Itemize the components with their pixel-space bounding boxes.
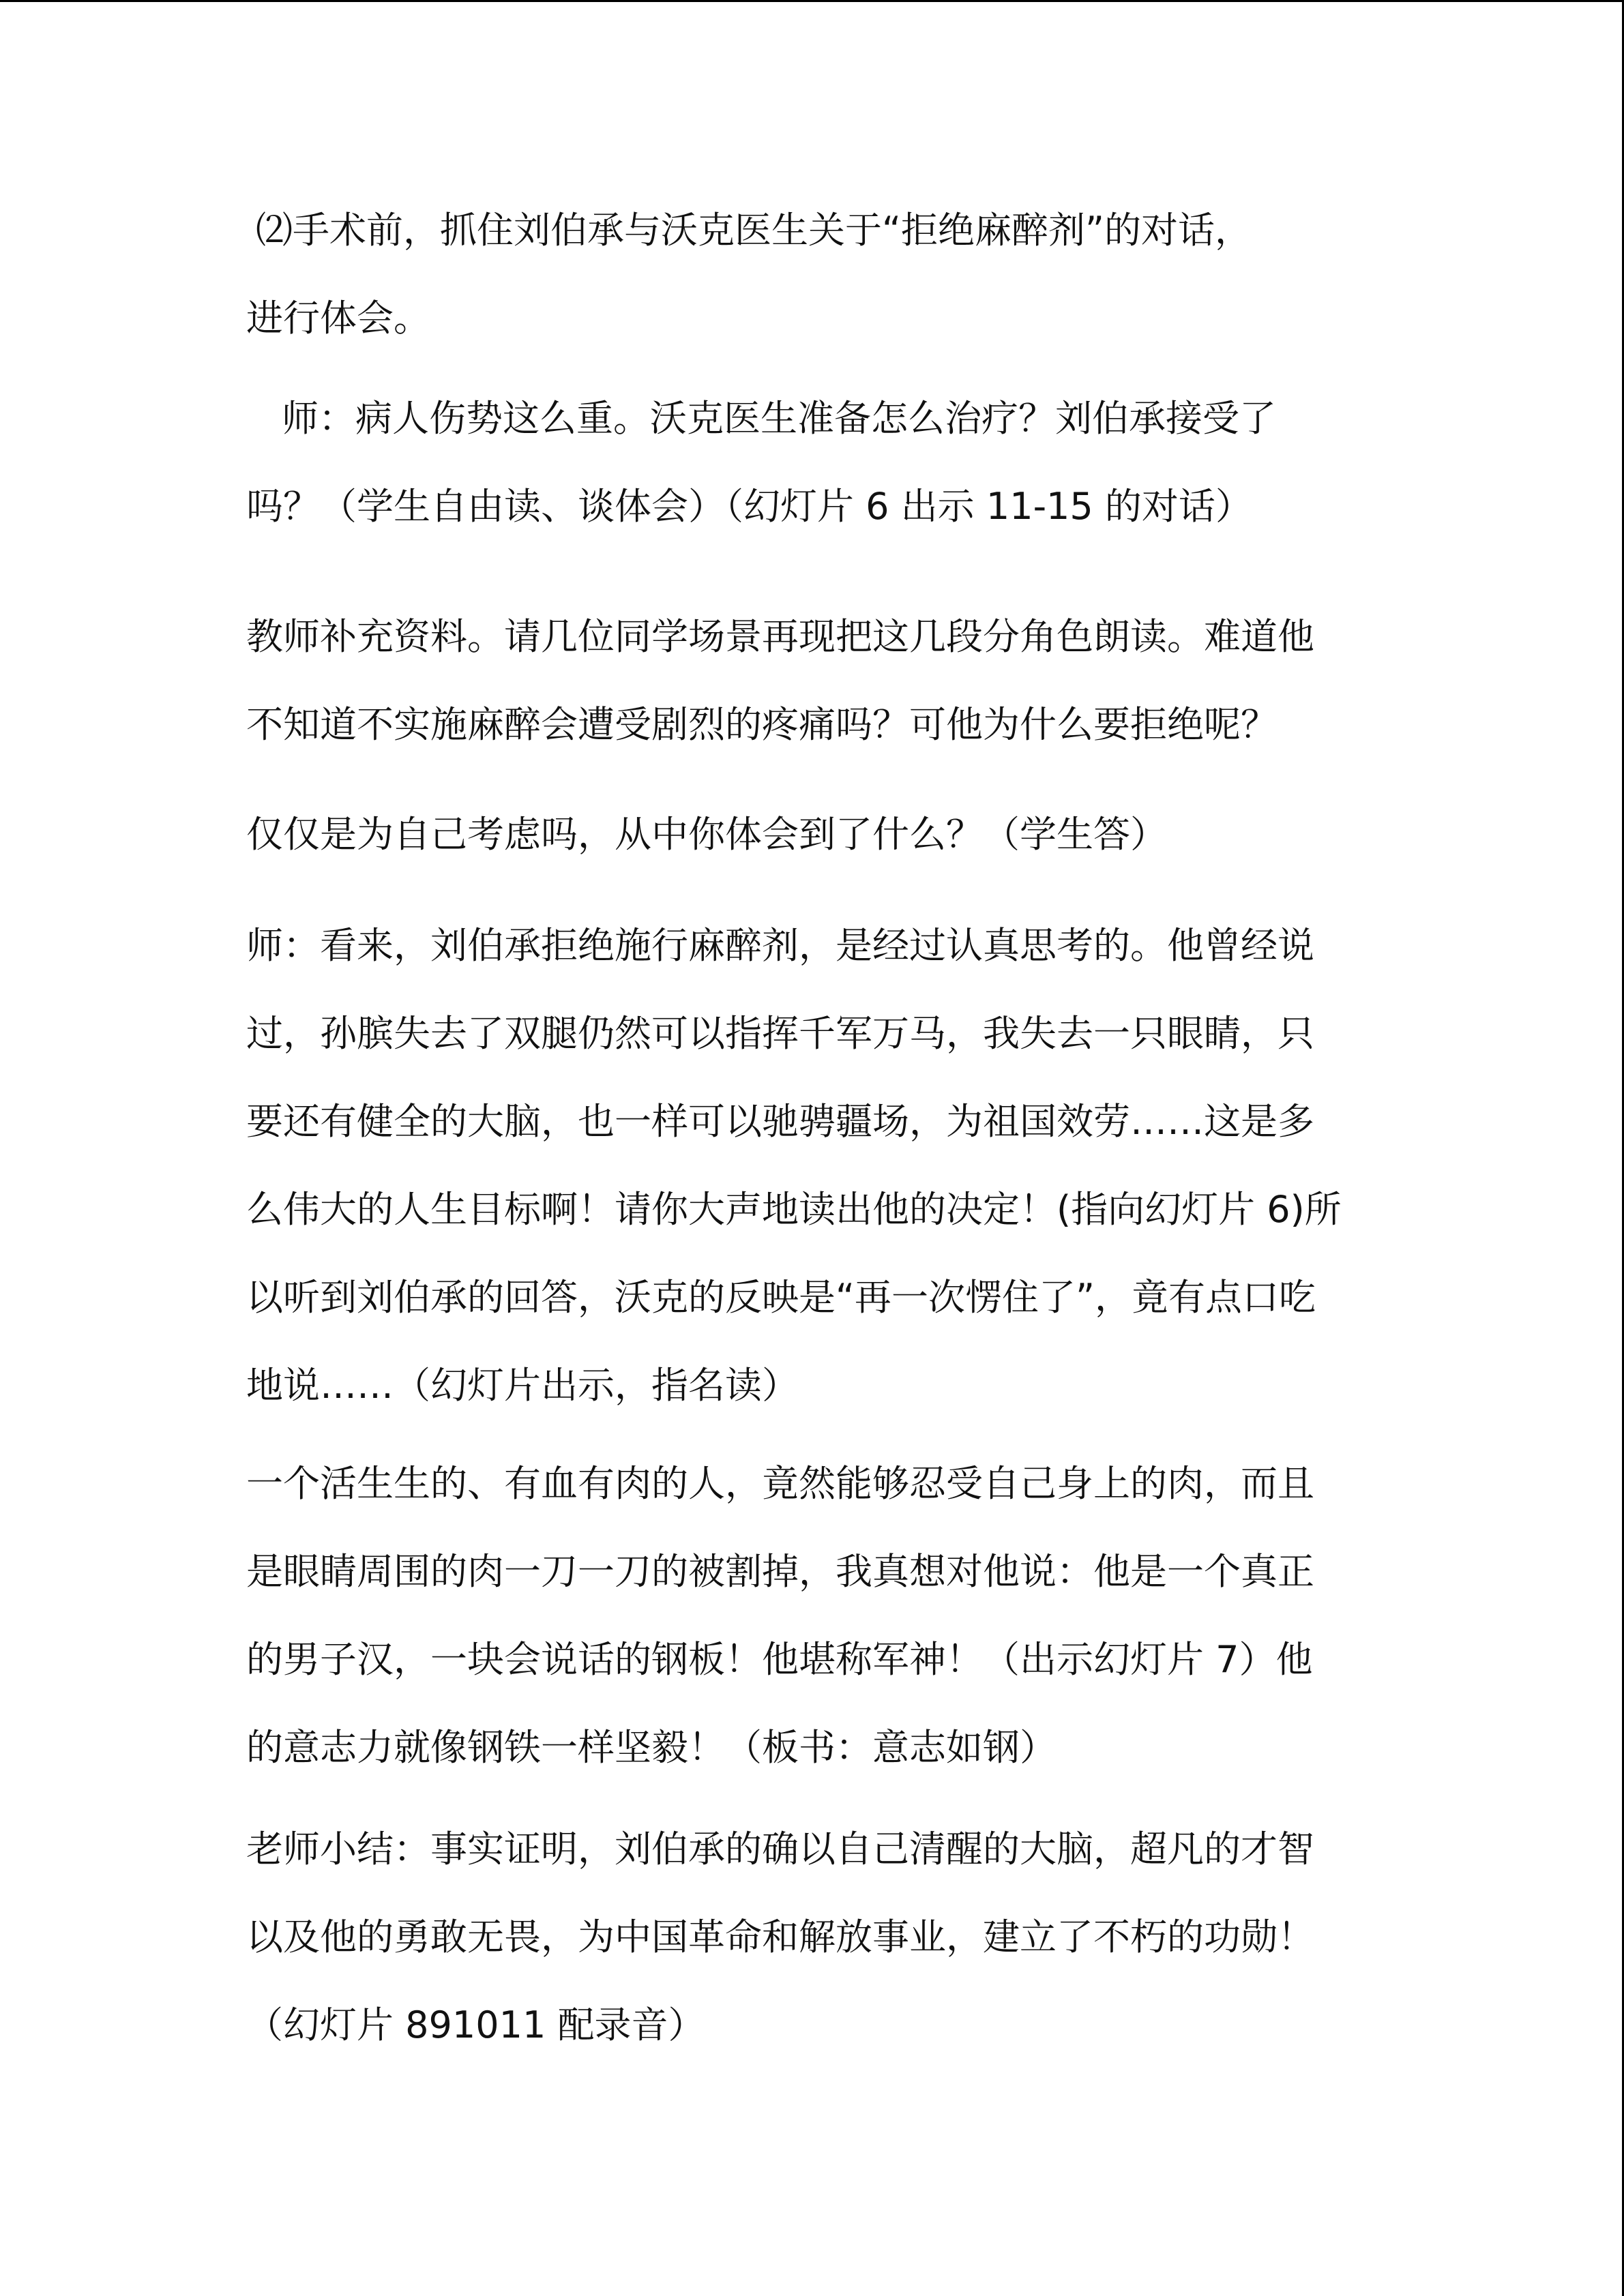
paragraph-line: 以及他的勇敢无畏，为中国革命和解放事业，建立了不朽的功勋！: [246, 1915, 1314, 1958]
paragraph-line: 仅仅是为自己考虑吗，从中你体会到了什么？（学生答）: [246, 813, 1167, 856]
paragraph-line: 老师小结：事实证明，刘伯承的确以自己清醒的大脑，超凡的才智: [246, 1828, 1314, 1870]
paragraph-line: 是眼睛周围的肉一刀一刀的被割掉，我真想对他说：他是一个真正: [246, 1550, 1314, 1593]
paragraph-5: [246, 901, 1378, 1429]
paragraph-line: 要还有健全的大脑，也一样可以驰骋疆场，为祖国效劳……这是多: [246, 1100, 1314, 1143]
paragraph-line: 的意志力就像钢铁一样坚毅！（板书：意志如钢）: [246, 1726, 1057, 1769]
paragraph-line: ⑵手术前，抓住刘伯承与沃克医生关于“拒绝麻醉剂”的对话，: [256, 209, 1252, 252]
paragraph-line: 教师补充资料。请几位同学场景再现把这几段分角色朗读。难道他: [246, 615, 1314, 658]
paragraph-line: 进行体会。: [246, 297, 430, 340]
paragraph-line: 地说……（幻灯片出示，指名读）: [246, 1364, 799, 1407]
paragraph-4: [246, 790, 1378, 878]
paragraph-3: [246, 593, 1378, 769]
paragraph-line: 师：看来，刘伯承拒绝施行麻醉剂，是经过认真思考的。他曾经说: [246, 924, 1314, 967]
paragraph-line: 吗？（学生自由读、谈体会）（幻灯片 6 出示 11-15 的对话）: [246, 485, 1252, 528]
paragraph-line: 师：病人伤势这么重。沃克医生准备怎么治疗？刘伯承接受了: [282, 397, 1276, 440]
paragraph-1: [246, 186, 1378, 362]
paragraph-line: 的男子汉，一块会说话的钢板！他堪称军神！（出示幻灯片 7）他: [246, 1638, 1313, 1681]
paragraph-6: [246, 1440, 1378, 1791]
paragraph-line: 以听到刘伯承的回答，沃克的反映是“再一次愣住了”，竟有点口吃: [246, 1276, 1316, 1319]
paragraph-line: 过，孙膑失去了双腿仍然可以指挥千军万马，我失去一只眼睛，只: [246, 1012, 1314, 1055]
paragraph-2: [246, 374, 1378, 550]
paragraph-line: 一个活生生的、有血有肉的人，竟然能够忍受自己身上的肉，而且: [246, 1462, 1314, 1505]
paragraph-line: （幻灯片 891011 配录音）: [246, 2003, 705, 2046]
paragraph-7: [246, 1805, 1378, 2069]
paragraph-line: 不知道不实施麻醉会遭受剧烈的疼痛吗？可他为什么要拒绝呢？: [246, 703, 1278, 746]
paragraph-line: 么伟大的人生目标啊！请你大声地读出他的决定！(指向幻灯片 6)所: [246, 1188, 1342, 1231]
